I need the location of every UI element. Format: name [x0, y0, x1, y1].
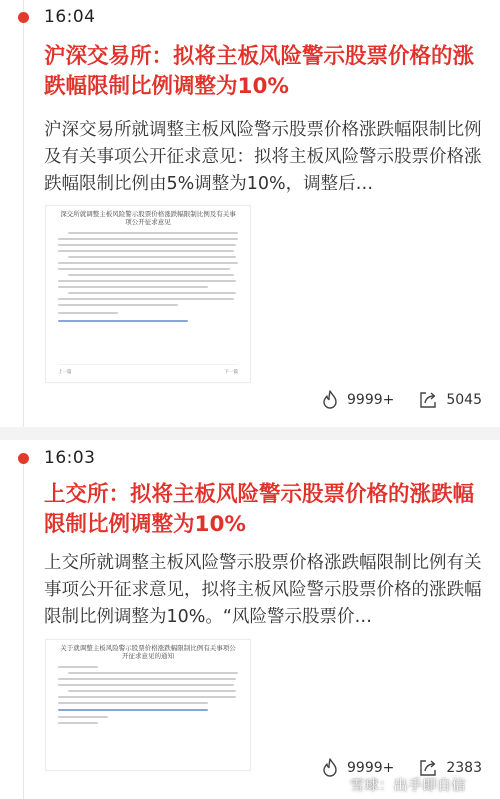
like-button[interactable]	[321, 390, 394, 410]
like-count: 9999+	[347, 392, 395, 408]
news-summary[interactable]: 沪深交易所就调整主板风险警示股票价格涨跌幅限制比例及有关事项公开征求意见：拟将主板风险警示股票价格涨跌幅限制比例由5%调整为10%，调整后…	[44, 120, 482, 194]
flame-icon	[321, 390, 339, 410]
news-actions	[297, 390, 482, 410]
news-summary[interactable]: 上交所就调整主板风险警示股票价格涨跌幅限制比例有关事项公开征求意见，拟将主板风险警示股票价格的涨跌幅限制比例调整为10%。“风险警示股票价…	[44, 553, 482, 627]
document-thumbnail[interactable]	[45, 639, 251, 771]
item-separator	[0, 427, 500, 440]
document-prev-link[interactable]: 上一篇	[58, 370, 72, 375]
document-thumbnail[interactable]	[45, 205, 251, 383]
document-text-lines	[46, 660, 250, 724]
share-icon	[418, 390, 438, 410]
news-headline[interactable]: 上交所：拟将主板风险警示股票价格的涨跌幅限制比例调整为10%	[44, 482, 475, 537]
news-time: 16:03	[44, 448, 96, 468]
document-next-link[interactable]: 下一篇	[224, 370, 238, 375]
share-count: 2383	[446, 760, 482, 776]
like-count: 9999+	[347, 760, 395, 776]
share-count: 5045	[446, 392, 482, 408]
watermark: 雪球：出手即自信	[350, 778, 466, 794]
document-title: 深交所就调整主板风险警示股票价格涨跌幅限制比例及有关事项公开征求意见	[60, 210, 236, 226]
news-item[interactable]	[0, 440, 500, 799]
flame-icon	[321, 758, 339, 778]
share-button[interactable]	[418, 390, 482, 410]
timeline-dot	[18, 453, 29, 464]
timeline-dot	[18, 12, 29, 23]
news-headline[interactable]: 沪深交易所：拟将主板风险警示股票价格的涨跌幅限制比例调整为10%	[44, 44, 475, 99]
news-time: 16:04	[44, 7, 96, 27]
document-footer	[58, 364, 238, 375]
document-text-lines	[46, 226, 250, 322]
document-title: 关于就调整主板风险警示股票价格涨跌幅限制比例有关事项公开征求意见的通知	[60, 644, 236, 660]
